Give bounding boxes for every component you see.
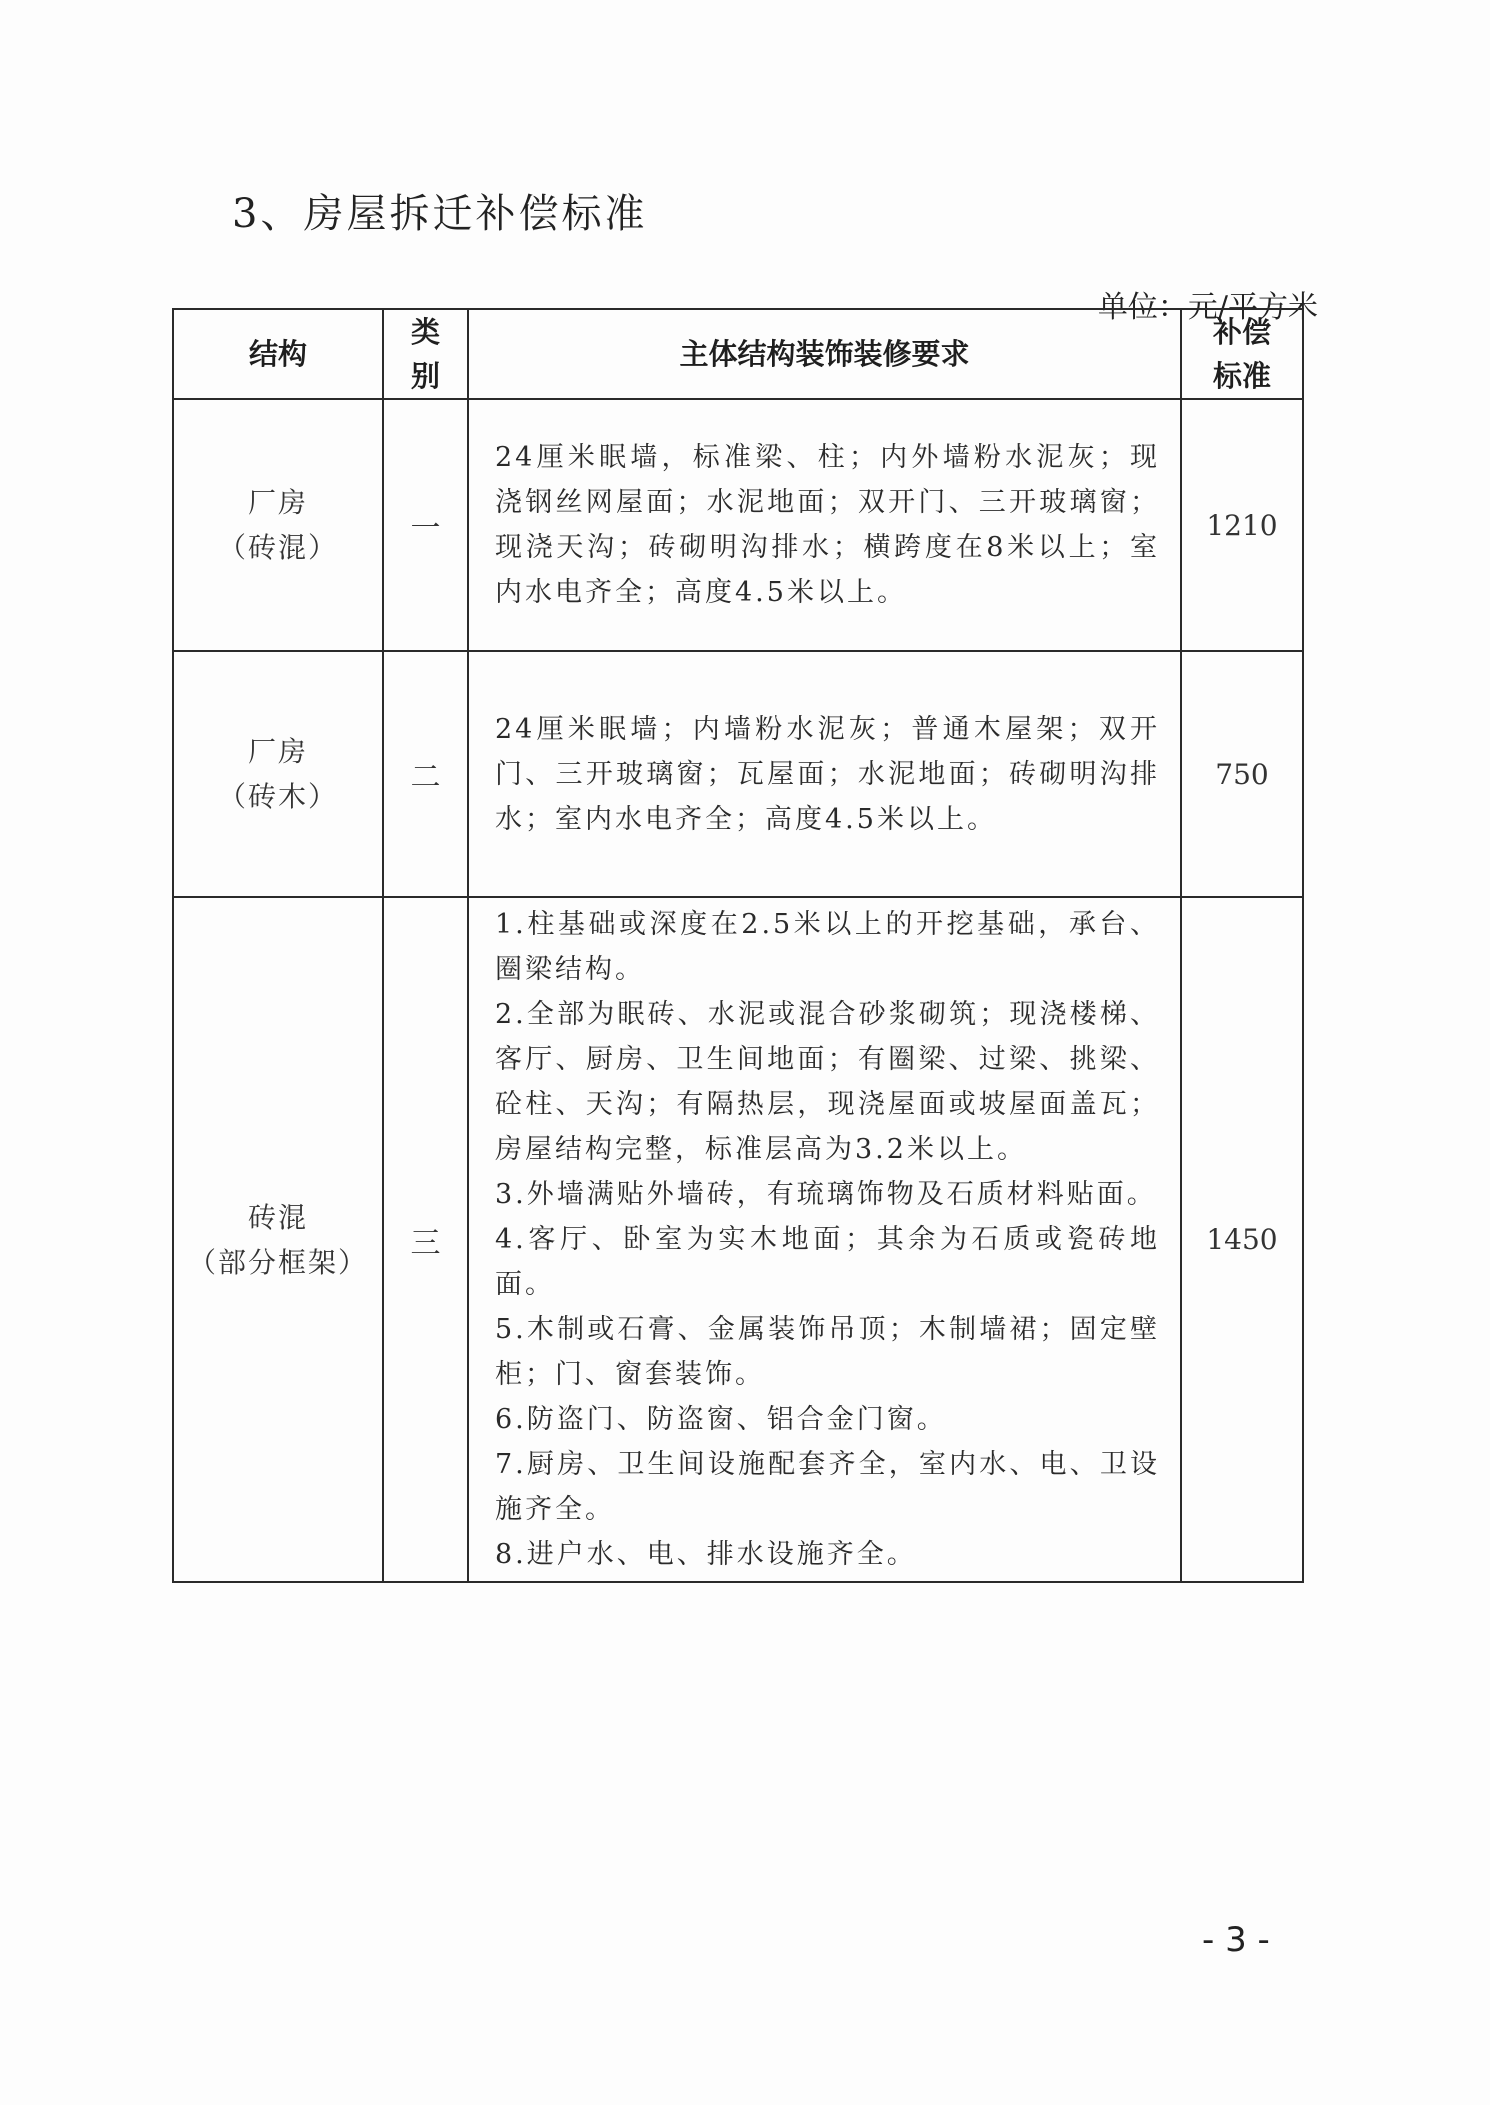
- section-title: 3、房屋拆迁补偿标准: [232, 191, 648, 237]
- structure-type: （砖混）: [217, 531, 338, 564]
- requirements-cell: [468, 651, 1181, 897]
- header-price: [1181, 309, 1303, 399]
- requirement-item: 8.进户水、电、排水设施齐全。: [495, 1539, 917, 1570]
- requirements-cell: [468, 399, 1181, 651]
- header-price-line1: 补偿: [1212, 315, 1271, 349]
- structure-name: 厂房: [247, 486, 308, 519]
- requirement-item: 7.厨房、卫生间设施配套齐全，室内水、电、卫设施齐全。: [495, 1449, 1160, 1525]
- requirement-text: 24厘米眠墙，标准梁、柱；内外墙粉水泥灰；现浇钢丝网屋面；水泥地面；双开门、三开玻璃窗；现浇天沟；砖砌明沟排水；横跨度在8米以上；室内水电齐全；高度4.5米以上。: [495, 442, 1160, 608]
- header-requirements: 主体结构装饰装修要求: [468, 309, 1181, 399]
- table-row: [173, 399, 1303, 651]
- requirement-item: 4.客厅、卧室为实木地面；其余为石质或瓷砖地面。: [495, 1224, 1160, 1300]
- table-header-row: [173, 309, 1303, 399]
- structure-type: （砖木）: [217, 780, 338, 813]
- compensation-table: [172, 308, 1304, 1583]
- structure-type: （部分框架）: [187, 1245, 368, 1279]
- requirement-item: 6.防盗门、防盗窗、铝合金门窗。: [495, 1404, 947, 1435]
- structure-cell: [173, 399, 383, 651]
- header-structure: 结构: [173, 309, 383, 399]
- header-category-line2: 别: [410, 359, 440, 393]
- requirement-item: 3.外墙满贴外墙砖，有琉璃饰物及石质材料贴面。: [495, 1179, 1157, 1210]
- category-cell: 一: [383, 399, 468, 651]
- requirement-text: 24厘米眠墙；内墙粉水泥灰；普通木屋架；双开门、三开玻璃窗；瓦屋面；水泥地面；砖砌明沟排水；室内水电齐全；高度4.5米以上。: [495, 713, 1160, 835]
- unit-label: 单位：元/平方米: [1097, 290, 1318, 325]
- header-price-line2: 标准: [1212, 359, 1271, 393]
- requirement-item: 1.柱基础或深度在2.5米以上的开挖基础，承台、圈梁结构。: [495, 909, 1160, 985]
- structure-name: 厂房: [247, 735, 308, 768]
- requirement-item: 5.木制或石膏、金属装饰吊顶；木制墙裙；固定壁柜；门、窗套装饰。: [495, 1314, 1160, 1390]
- price-cell: 750: [1181, 651, 1303, 897]
- requirement-item: 2.全部为眠砖、水泥或混合砂浆砌筑；现浇楼梯、客厅、厨房、卫生间地面；有圈梁、过梁、挑梁、砼柱、天沟；有隔热层，现浇屋面或坡屋面盖瓦；房屋结构完整，标准层高为3.2米以上。: [495, 999, 1160, 1165]
- price-cell: 1450: [1181, 897, 1303, 1582]
- requirements-cell: [468, 897, 1181, 1582]
- header-category: [383, 309, 468, 399]
- category-cell: 二: [383, 651, 468, 897]
- structure-cell: [173, 897, 383, 1582]
- structure-name: 砖混: [247, 1200, 308, 1234]
- category-cell: 三: [383, 897, 468, 1582]
- header-category-line1: 类: [410, 315, 440, 349]
- table-row: [173, 897, 1303, 1582]
- structure-cell: [173, 651, 383, 897]
- price-cell: 1210: [1181, 399, 1303, 651]
- table-row: [173, 651, 1303, 897]
- page-number: - 3 -: [1202, 1920, 1270, 1960]
